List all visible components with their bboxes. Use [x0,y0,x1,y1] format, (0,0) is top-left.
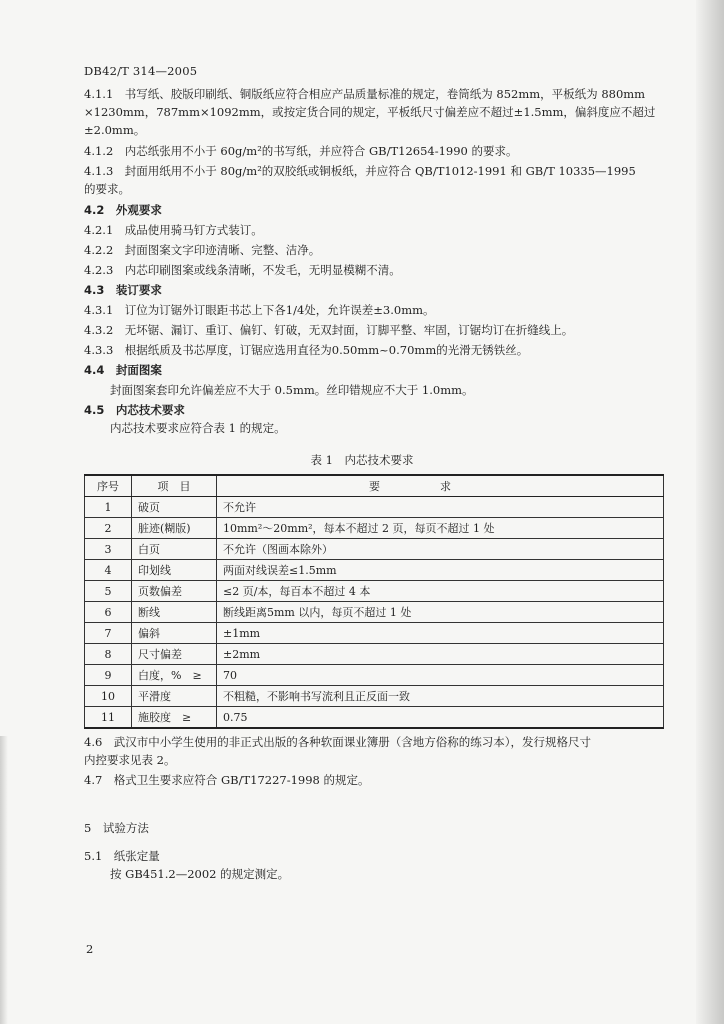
clause-4-1-1-line1: 4.1.1 书写纸、胶版印刷纸、铜版纸应符合相应产品质量标准的规定，卷筒纸为 852mm，平板纸为 880mm [84,87,646,101]
row-item: 破页 [132,497,217,518]
table-row [85,665,664,686]
table-row [85,539,664,560]
row-requirement: ±1mm [217,623,664,644]
clause-4-1-1-line2: ×1230mm，787mm×1092mm，或按定货合同的规定，平板纸尺寸偏差应不超过±1.5mm，偏斜度应不超过 [84,105,656,119]
row-requirement: 不允许 [217,497,664,518]
table-header-row [85,475,664,497]
clause-4-1-1-line3: ±2.0mm。 [84,123,146,137]
clause-4-5-body: 内芯技术要求应符合表 1 的规定。 [110,421,286,435]
clause-4-7: 4.7 格式卫生要求应符合 GB/T17227-1998 的规定。 [84,773,370,787]
clause-4-2-2: 4.2.2 封面图案文字印迹清晰、完整、洁净。 [84,243,321,257]
row-index: 1 [85,497,132,518]
row-index: 8 [85,644,132,665]
row-item: 尺寸偏差 [132,644,217,665]
table-header-requirement: 要求 [217,475,664,497]
clause-4-2-3: 4.2.3 内芯印刷图案或线条清晰，不发毛，无明显模糊不清。 [84,263,401,277]
table-row [85,560,664,581]
heading-5-1: 5.1 纸张定量 [84,849,160,863]
row-requirement: ±2mm [217,644,664,665]
table-header-item: 项 目 [132,475,217,497]
row-index: 10 [85,686,132,707]
row-item: 白页 [132,539,217,560]
row-item: 页数偏差 [132,581,217,602]
heading-4-4: 4.4 封面图案 [84,363,162,377]
row-requirement: 0.75 [217,707,664,729]
row-index: 9 [85,665,132,686]
clause-4-1-3-line1: 4.1.3 封面用纸用不小于 80g/m²的双胶纸或铜板纸，并应符合 QB/T1012-1991 和 GB/T 10335—1995 [84,164,636,178]
row-item: 印划线 [132,560,217,581]
row-index: 3 [85,539,132,560]
row-requirement: ≤2 页/本，每百本不超过 4 本 [217,581,664,602]
row-requirement: 断线距离5mm 以内，每页不超过 1 处 [217,602,664,623]
clause-4-1-3-line2: 的要求。 [84,182,130,196]
row-item: 平滑度 [132,686,217,707]
table-caption: 表 1 内芯技术要求 [310,453,414,467]
row-requirement: 不允许（图画本除外） [217,539,664,560]
document-code: DB42/T 314—2005 [84,64,198,78]
table-row [85,518,664,539]
row-index: 11 [85,707,132,729]
table-row [85,602,664,623]
clause-4-6-line1: 4.6 武汉市中小学生使用的非正式出版的各种软面课业簿册（含地方俗称的练习本），发行规格尺寸 [84,735,592,749]
clause-4-4-body: 封面图案套印允许偏差应不大于 0.5mm。丝印错规应不大于 1.0mm。 [110,383,474,397]
page-number: 2 [86,942,94,956]
table-row [85,707,664,729]
clause-4-3-2: 4.3.2 无坏锯、漏订、重订、偏钉、钉破，无双封面，订脚平整、牢固，订锯均订在折缝线上。 [84,323,574,337]
row-requirement: 不粗糙，不影响书写流利且正反面一致 [217,686,664,707]
spec-table [84,474,664,729]
row-requirement: 10mm²～20mm²，每本不超过 2 页，每页不超过 1 处 [217,518,664,539]
clause-4-6-line2: 内控要求见表 2。 [84,753,176,767]
row-item: 施胶度 ≥ [132,707,217,729]
heading-4-3: 4.3 装订要求 [84,283,162,297]
table-row [85,581,664,602]
clause-4-3-1: 4.3.1 订位为订锯外订眼距书芯上下各1/4处，允许误差±3.0mm。 [84,303,435,317]
clause-4-3-3: 4.3.3 根据纸质及书芯厚度，订锯应选用直径为0.50mm~0.70mm的光滑无锈铁丝。 [84,343,529,357]
clause-5-1-body: 按 GB451.2—2002 的规定测定。 [110,867,290,881]
table-header-index: 序号 [85,475,132,497]
row-index: 4 [85,560,132,581]
heading-5: 5 试验方法 [84,821,149,835]
row-index: 7 [85,623,132,644]
heading-4-2: 4.2 外观要求 [84,203,162,217]
row-requirement: 两面对线误差≤1.5mm [217,560,664,581]
clause-4-2-1: 4.2.1 成品使用骑马钉方式装订。 [84,223,263,237]
row-item: 断线 [132,602,217,623]
row-index: 2 [85,518,132,539]
table-row [85,623,664,644]
row-item: 偏斜 [132,623,217,644]
row-item: 白度，% ≥ [132,665,217,686]
table-row [85,497,664,518]
row-index: 6 [85,602,132,623]
row-item: 脏迹(糊版) [132,518,217,539]
row-requirement: 70 [217,665,664,686]
table-row [85,644,664,665]
table-row [85,686,664,707]
row-index: 5 [85,581,132,602]
heading-4-5: 4.5 内芯技术要求 [84,403,185,417]
clause-4-1-2: 4.1.2 内芯纸张用不小于 60g/m²的书写纸，并应符合 GB/T12654-1990 的要求。 [84,144,518,158]
